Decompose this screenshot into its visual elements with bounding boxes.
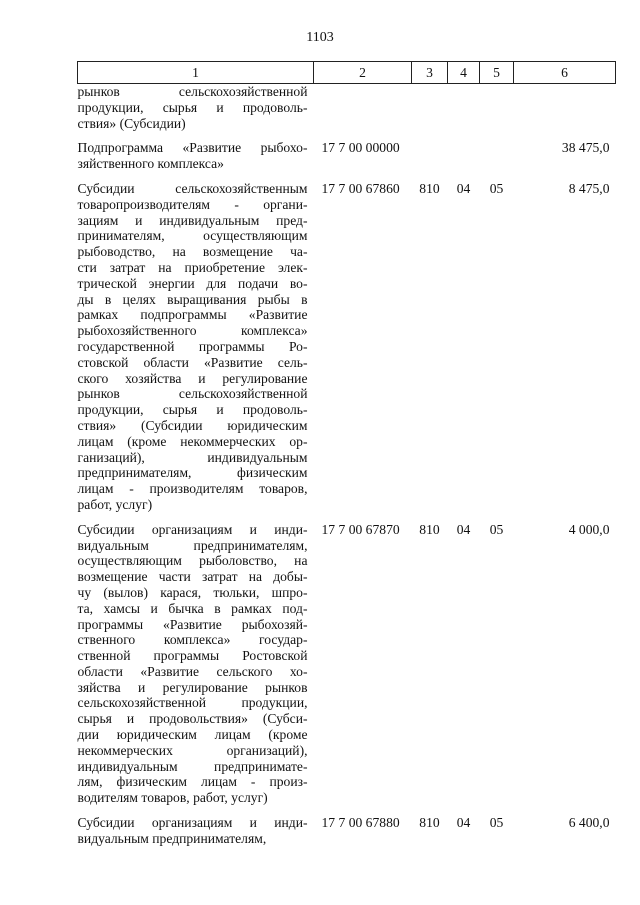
row-col-4 (448, 84, 480, 132)
row-col-5: 05 (489, 815, 504, 831)
table-header (78, 62, 616, 84)
description-line: ды в целях выращивания рыбы в (77, 291, 308, 307)
row-col-3 (412, 131, 448, 172)
row-code: 17 7 00 67860 (321, 180, 400, 196)
description-line: возмещение части затрат на добы- (77, 569, 308, 585)
description-line: ственной программы Ростовской (77, 648, 308, 664)
description-line: лям, физическим лицам - произ- (77, 774, 308, 790)
budget-table (77, 61, 616, 847)
description-line: видуальным предпринимателям, (77, 537, 308, 553)
row-amount (514, 84, 616, 132)
description-line: чу (вылов) карася, тюльки, шпро- (77, 584, 308, 600)
header-col-6: 6 (514, 62, 616, 84)
row-description (78, 806, 314, 847)
header-col-1: 1 (78, 62, 314, 84)
row-col-5 (480, 131, 514, 172)
header-col-4: 4 (448, 62, 480, 84)
description-line: стовской области «Развитие сель- (77, 354, 308, 370)
row-col-3: 810 (419, 521, 440, 537)
description-line: дии юридическим лицам (кроме (77, 727, 308, 743)
row-col-4 (448, 131, 480, 172)
description-line: государственной программы Ро- (77, 338, 308, 354)
description-line: рынков сельскохозяйственной (77, 386, 308, 402)
description-line: лицам (кроме некоммерческих ор- (77, 433, 308, 449)
row-code: 17 7 00 00000 (321, 140, 400, 156)
row-description (78, 131, 314, 172)
row-amount: 38 475,0 (561, 140, 610, 156)
description-line: осуществляющим рыболовство, на (77, 553, 308, 569)
description-line: некоммерческих организаций), (77, 742, 308, 758)
description-line: продукции, сырья и продоволь- (77, 402, 308, 418)
row-col-3: 810 (419, 815, 440, 831)
description-line: Субсидии организациям и инди- (77, 815, 308, 831)
description-line: товаропроизводителям - органи- (77, 196, 308, 212)
table-row (78, 513, 616, 806)
row-description (78, 172, 314, 513)
description-line: ствия» (Субсидии) (77, 115, 186, 131)
table-row (78, 806, 616, 847)
row-description (78, 84, 314, 132)
description-line: трической энергии для подачи во- (77, 275, 308, 291)
description-line: ствия» (Субсидии юридическим (77, 417, 308, 433)
row-code: 17 7 00 67880 (321, 815, 400, 831)
row-amount: 4 000,0 (568, 521, 610, 537)
description-line: ского хозяйства и регулирование (77, 370, 308, 386)
row-col-5 (480, 84, 514, 132)
description-line: продукции, сырья и продоволь- (77, 99, 308, 115)
row-description (78, 513, 314, 806)
description-line: рыбоводство, на возмещение ча- (77, 244, 308, 260)
description-line: программы «Развитие рыбохозяй- (77, 616, 308, 632)
row-code: 17 7 00 67870 (321, 521, 400, 537)
row-col-4: 04 (456, 815, 471, 831)
row-col-4: 04 (456, 180, 471, 196)
table-row (78, 172, 616, 513)
row-col-3 (412, 84, 448, 132)
header-col-3: 3 (412, 62, 448, 84)
row-amount: 6 400,0 (568, 815, 610, 831)
description-line: та, хамсы и бычка в рамках под- (77, 600, 308, 616)
description-line: водителям товаров, работ, услуг) (77, 790, 268, 806)
description-line: Подпрограмма «Развитие рыбохо- (77, 140, 308, 156)
description-line: предпринимателям, физическим (77, 465, 308, 481)
row-col-5: 05 (489, 180, 504, 196)
description-line: сельскохозяйственной продукции, (77, 695, 308, 711)
description-line: лицам - производителям товаров, (77, 481, 308, 497)
description-line: рамках подпрограммы «Развитие (77, 307, 308, 323)
description-line: сти затрат на приобретение элек- (77, 259, 308, 275)
row-col-3: 810 (419, 180, 440, 196)
description-line: рынков сельскохозяйственной (77, 84, 308, 99)
description-line: ственного комплекса» государ- (77, 632, 308, 648)
description-line: индивидуальным предпринимате- (77, 758, 308, 774)
row-col-5: 05 (489, 521, 504, 537)
row-col-4: 04 (456, 521, 471, 537)
header-col-2: 2 (314, 62, 412, 84)
row-code (314, 84, 412, 132)
description-line: Субсидии сельскохозяйственным (77, 180, 308, 196)
description-line: ганизаций), индивидуальным (77, 449, 308, 465)
description-line: зациям и индивидуальным пред- (77, 212, 308, 228)
table-body (78, 84, 616, 847)
page-number: 1103 (306, 30, 334, 45)
description-line: Субсидии организациям и инди- (77, 521, 308, 537)
table-row (78, 84, 616, 132)
description-line: сырья и продовольствия» (Субси- (77, 711, 308, 727)
description-line: работ, услуг) (77, 496, 153, 512)
description-line: зяйственного комплекса» (77, 156, 224, 172)
description-line: принимателям, осуществляющим (77, 228, 308, 244)
description-line: области «Развитие сельского хо- (77, 663, 308, 679)
row-amount: 8 475,0 (568, 180, 610, 196)
description-line: видуальным предпринимателям, (77, 830, 267, 846)
table-row (78, 131, 616, 172)
header-col-5: 5 (480, 62, 514, 84)
description-line: рыбохозяйственного комплекса» (77, 323, 308, 339)
description-line: зяйства и регулирование рынков (77, 679, 308, 695)
